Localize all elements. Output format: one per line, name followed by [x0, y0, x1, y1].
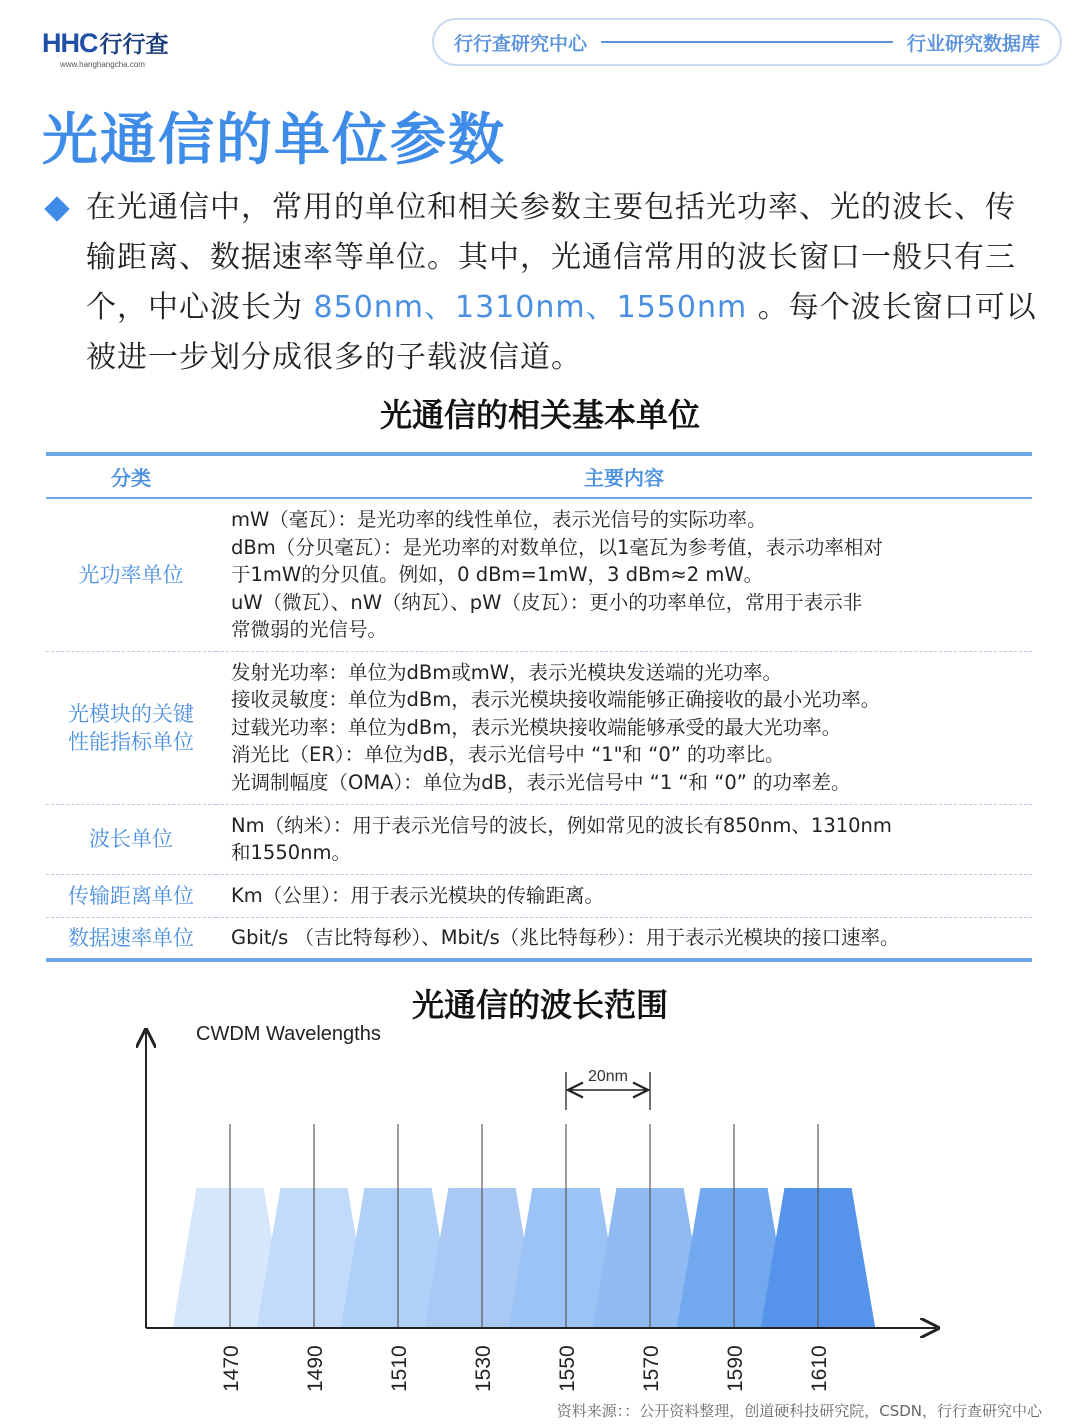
- spacing-label: 20nm: [587, 1068, 629, 1085]
- table-row-line: uW（微瓦）、nW（纳瓦）、pW（皮瓦）：更小的功率单位，常用于表示非: [231, 590, 863, 614]
- intro-paragraph: [42, 183, 1042, 383]
- logo-mark: HHC: [42, 28, 98, 58]
- table-row-category: 波长单位: [46, 804, 216, 874]
- chart-subtitle: CWDM Wavelengths: [196, 1023, 381, 1045]
- table-row-line: 发射光功率：单位为dBm或mW，表示光模块发送端的光功率。: [231, 660, 783, 684]
- chart-tick-labels: [220, 1345, 831, 1392]
- table-row: [46, 874, 1032, 917]
- table-row-category-line: 光模块的关键: [68, 701, 194, 726]
- table-row-content: [216, 651, 1032, 804]
- table-header-content: 主要内容: [216, 454, 1032, 498]
- table-row-content: [216, 917, 1032, 960]
- table-row-content: [216, 874, 1032, 917]
- table-row: [46, 804, 1032, 874]
- tick-label-1510: 1510: [388, 1345, 411, 1392]
- source-note: 资料来源：：公开资料整理，创道硬科技研究院，CSDN，行行查研究中心: [556, 1402, 1042, 1420]
- tick-label-1550: 1550: [556, 1345, 579, 1392]
- table-row-category: 数据速率单位: [46, 917, 216, 960]
- table-row-line: dBm（分贝毫瓦）：是光功率的对数单位，以1毫瓦为参考值，表示功率相对: [231, 535, 883, 559]
- intro-text-before: 在光通信中，常用的单位和相关参数主要包括光功率、光的波长、传输距离、数据速率等单位。其中，光通信常用的波长窗口一般只有三个，中心波长为: [86, 190, 1016, 325]
- table-row-line: Nm（纳米）：用于表示光信号的波长，例如常见的波长有850nm、1310nm: [231, 813, 892, 837]
- table-header-category: 分类: [46, 454, 216, 498]
- chart-spacing-indicator: [566, 1068, 650, 1110]
- tick-label-1590: 1590: [724, 1345, 747, 1392]
- header-divider-line: [601, 41, 893, 43]
- table-row-line: 于1mW的分贝值。例如，0 dBm=1mW，3 dBm≈2 mW。: [231, 563, 764, 586]
- table-row-line: 光调制幅度（OMA）：单位为dB，表示光信号中 “1 “和 “0” 的功率差。: [231, 770, 851, 794]
- table-row-line: 常微弱的光信号。: [231, 618, 388, 641]
- tick-label-1530: 1530: [472, 1345, 495, 1392]
- table-row-line: Km（公里）：用于表示光模块的传输距离。: [231, 883, 605, 907]
- table-row-content: [216, 498, 1032, 651]
- tick-label-1470: 1470: [220, 1345, 243, 1392]
- header-right-label: 行业研究数据库: [906, 32, 1040, 55]
- table-row-content: [216, 804, 1032, 874]
- intro-highlight-wavelengths: 850nm、1310nm、1550nm: [303, 290, 758, 325]
- chart-title: 光通信的波长范围: [411, 986, 668, 1024]
- tick-label-1570: 1570: [640, 1345, 663, 1392]
- table-row-line: Gbit/s （吉比特每秒）、Mbit/s（兆比特每秒）：用于表示光模块的接口速率。: [231, 926, 900, 949]
- table-row-category: 传输距离单位: [46, 874, 216, 917]
- logo-text: 行行查: [99, 32, 169, 58]
- page-title: 光通信的单位参数: [42, 108, 506, 173]
- table-row: [46, 498, 1032, 651]
- logo-url: www.hanghangcha.com: [60, 60, 145, 69]
- table-header-row: [46, 454, 1032, 498]
- intro-text-after: 。每个波长窗口可以被进一步划分成很多的子载波信道。: [86, 290, 1037, 375]
- cwdm-chart: [0, 1020, 1080, 1400]
- header-left-label: 行行查研究中心: [454, 32, 588, 55]
- table-row-category: [46, 651, 216, 804]
- intro-text: [86, 183, 1041, 383]
- header-banner: [432, 18, 1062, 66]
- table-row: [46, 651, 1032, 804]
- table-row-line: mW（毫瓦）：是光功率的线性单位，表示光信号的实际功率。: [231, 508, 767, 531]
- logo: [42, 26, 169, 69]
- tick-label-1490: 1490: [304, 1345, 327, 1392]
- units-table: [46, 452, 1032, 962]
- table-title: 光通信的相关基本单位: [379, 396, 700, 434]
- diamond-bullet-icon: [44, 196, 69, 221]
- table-row-line: 消光比（ER）：单位为dB，表示光信号中 “1"和 “0” 的功率比。: [231, 743, 785, 767]
- table-row-category-line: 性能指标单位: [68, 729, 194, 754]
- chart-channels: [173, 1124, 875, 1327]
- table-row-line: 过载光功率：单位为dBm，表示光模块接收端能够承受的最大光功率。: [231, 715, 842, 739]
- table-row-category: 光功率单位: [46, 498, 216, 651]
- table-row-line: 接收灵敏度：单位为dBm，表示光模块接收端能够正确接收的最小光功率。: [231, 688, 881, 712]
- tick-label-1610: 1610: [808, 1345, 831, 1392]
- table-row-line: 和1550nm。: [231, 841, 351, 864]
- table-row: [46, 917, 1032, 960]
